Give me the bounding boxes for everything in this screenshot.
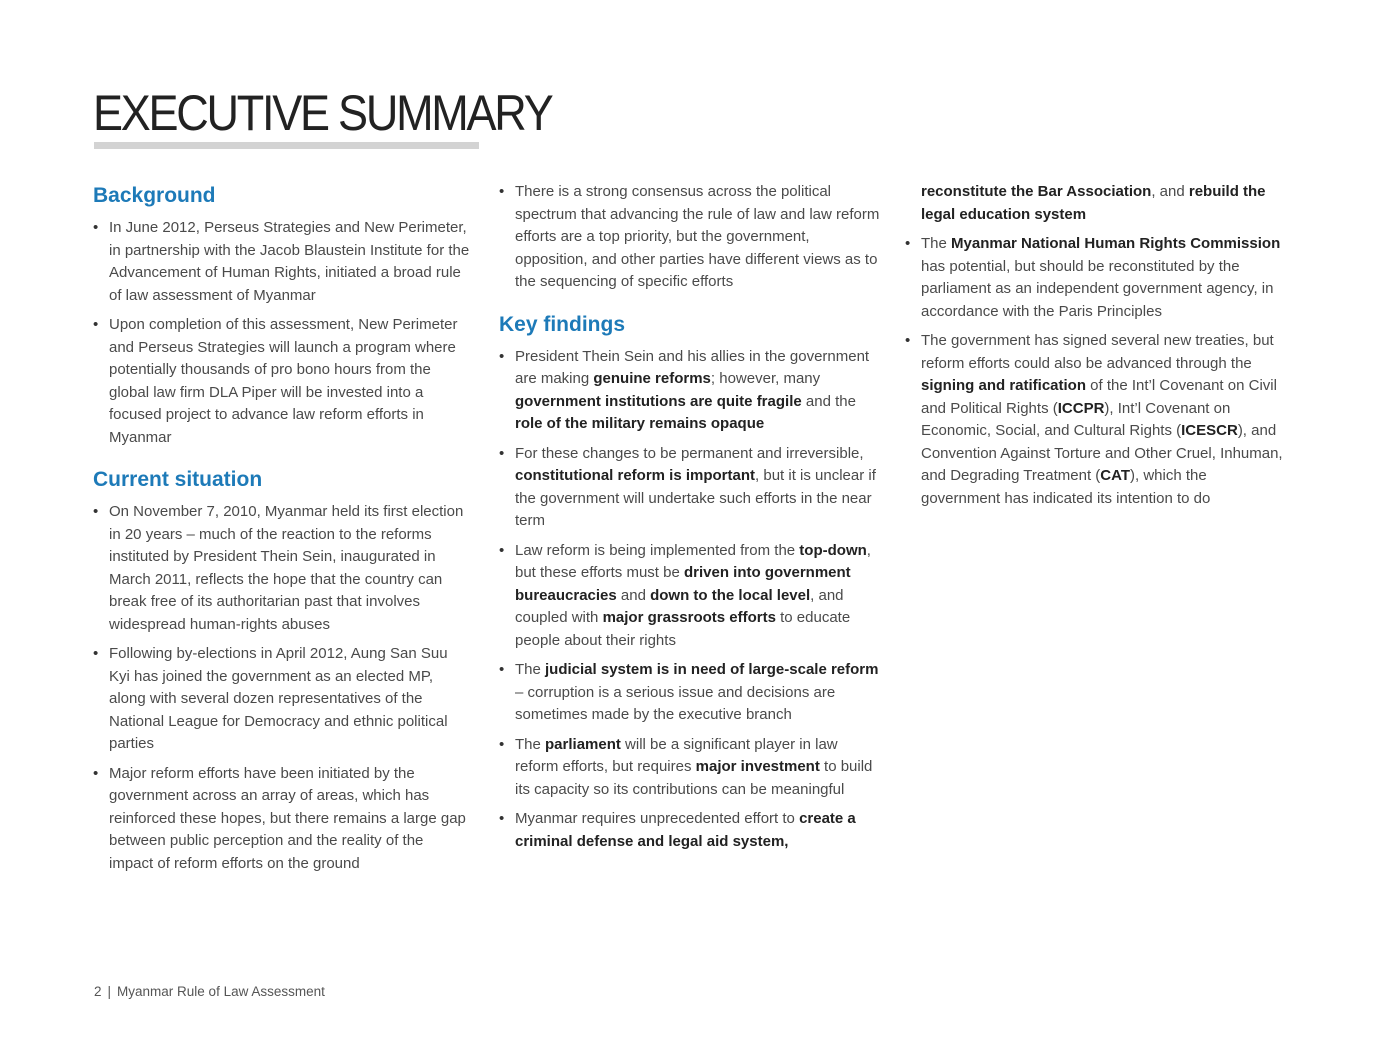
background-bullet-2: • Upon completion of this assessment, New Perimeter and Perseus Strategies will launch a program where potentially thousands of pro bono hours from the global law firm DLA Piper will be invested into a focused project to advance law reform efforts in Myanmar [93,314,471,449]
page-footer [94,984,325,999]
finding-1: • President Thein Sein and his allies in the government are making genuine reforms; however, many government institutions are quite fragile and the role of the military remains opaque [499,346,884,436]
column-2 [499,181,884,860]
document-title: Myanmar Rule of Law Assessment [117,984,325,999]
current-situation-list [93,501,471,875]
key-findings-list [499,346,884,854]
current-bullet-3: • Major reform efforts have been initiated by the government across an array of areas, which has reinforced these hopes, but there remains a large gap between public perception and the reality of the impact of reform efforts on the ground [93,763,471,876]
finding-7: • The Myanmar National Human Rights Commission has potential, but should be reconstituted by the parliament as an independent government agency, in accordance with the Paris Principles [905,233,1290,323]
current-bullet-4: • There is a strong consensus across the political spectrum that advancing the rule of law and law reform efforts are a top priority, but the government, opposition, and other parties have different views as to the sequencing of specific efforts [499,181,884,294]
current-situation-list-continued [499,181,884,294]
finding-8: • The government has signed several new treaties, but reform efforts could also be advanced through the signing and ratification of the Int’l Covenant on Civil and Political Rights (ICCPR), Int’l Covenant on Economic, Social, and Cultural Rights (ICESCR), and Convention Against Torture and Other Cruel, Inhuman, and Degrading Treatment (CAT), which the government has indicated its intention to do [905,330,1290,510]
finding-2: • For these changes to be permanent and irreversible, constitutional reform is important, but it is unclear if the government will undertake such efforts in the near term [499,443,884,533]
page-title: EXECUTIVE SUMMARY [93,85,552,141]
footer-separator: | [107,984,112,999]
current-bullet-2: • Following by-elections in April 2012, Aung San Suu Kyi has joined the government as an elected MP, along with several dozen representatives of the National League for Democracy and ethnic political parties [93,643,471,756]
key-findings-heading: Key findings [499,312,626,336]
finding-3: • Law reform is being implemented from the top-down, but these efforts must be driven into government bureaucracies and down to the local level, and coupled with major grassroots efforts to educate people about their rights [499,540,884,653]
background-list [93,217,471,449]
finding-6-continued: reconstitute the Bar Association, and rebuild the legal education system [921,183,1266,223]
page-number: 2 [94,984,102,999]
finding-4: • The judicial system is in need of large-scale reform – corruption is a serious issue and decisions are sometimes made by the executive branch [499,659,884,727]
current-situation-heading: Current situation [93,468,263,491]
finding-5: • The parliament will be a significant player in law reform efforts, but requires major investment to build its capacity so its contributions can be meaningful [499,734,884,802]
title-underline [94,142,479,149]
background-heading: Background [93,184,216,207]
finding-6: • Myanmar requires unprecedented effort to create a criminal defense and legal aid system, [499,808,884,853]
background-bullet-1: • In June 2012, Perseus Strategies and New Perimeter, in partnership with the Jacob Blaustein Institute for the Advancement of Human Rights, initiated a broad rule of law assessment of Myanmar [93,217,471,307]
key-findings-list-continued [905,181,1290,510]
column-3 [905,181,1290,517]
column-1 [93,181,471,882]
current-bullet-1: • On November 7, 2010, Myanmar held its first election in 20 years – much of the reaction to the reforms instituted by President Thein Sein, inaugurated in March 2011, reflects the hope that the country can break free of its authoritarian past that involves widespread human-rights abuses [93,501,471,636]
